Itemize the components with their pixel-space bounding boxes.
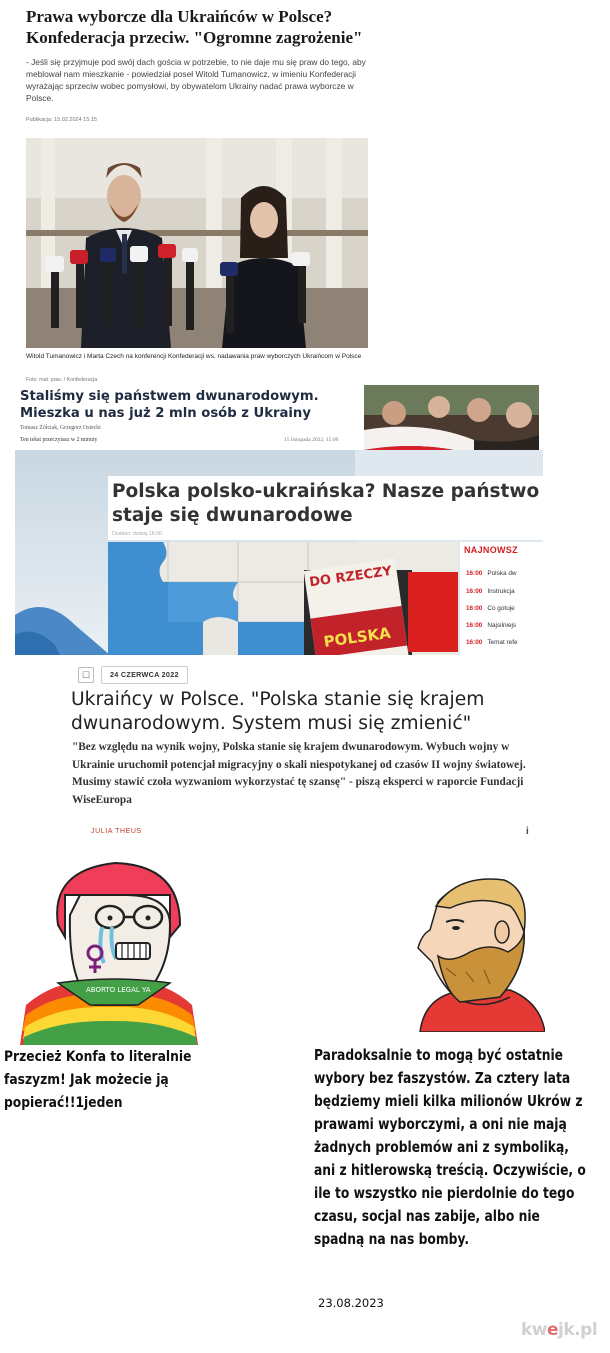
news-item[interactable]: 16:00 Temat refe (466, 639, 518, 646)
press-photo-illustration (26, 138, 368, 348)
info-icon[interactable]: i (526, 826, 529, 837)
article1-lead: - Jeśli się przyjmuje pod swój dach gościa w potrzebie, to nie daje mu się praw do tego, aby meblował nam mieszkanie - powiedział poseł Witold Tumanowicz, w imieniu Konfederacji wyrażając sprzeciw wobec pomysłowi, by obywatelom Ukrainy nadać prawa wyborcze w Polsce. (26, 57, 366, 103)
article2-read-time: Ten tekst przeczytasz w 2 minuty (20, 437, 98, 443)
news-item[interactable]: 16:00 Polska dw (466, 570, 517, 577)
photo-credit: Foto: mat. pras. / Konfederacja (26, 377, 98, 383)
news-item[interactable]: 16:00 Instrukcja (466, 588, 515, 595)
article3-added: Dodano: dzisiaj 16:00 (112, 531, 162, 537)
article2-date: 15 listopada 2022, 15:00 (284, 437, 339, 443)
crying-wojak-character (20, 855, 200, 1045)
article-rzeczpospolita (14, 0, 374, 388)
left-character-speech: Przecież Konfa to literalnie faszyzm! Jak możecie ją popierać!!1jeden (4, 1049, 192, 1111)
puzzle-and-magazine-image[interactable] (108, 542, 458, 655)
magazine-cover (304, 558, 409, 655)
right-character-speech: Paradoksalnie to mogą być ostatnie wybory bez faszystów. Za cztery lata będziemy mieli kilka milionów Ukrów z prawami wyborczymi, a oni nie mają żadnych problemów ani z symboliką, ani z hitlerowską treścią. Oczywiście, o ile to wszystko nie pierdolnie do tego czasu, socjal nas zabije, albo nie spadną na nas bomby. (314, 1046, 586, 1248)
comic-date: 23.08.2023 (318, 1296, 384, 1310)
article4-lead: "Bez względu na wynik wojny, Polska stanie się krajem dwunarodowym. Wybuch wojny w Ukrainie uruchomił potencjał migracyjny o skali niespotykanej od czasów II wojny światowej. Musimy stawić czoła wyzwaniom wykorzystać tę szansę" - piszą eksperci w raporcie Fundacji WiseEuropa (72, 741, 526, 806)
press-conference-photo[interactable] (26, 138, 368, 348)
magazine-cover-word: POLSKA (322, 623, 392, 651)
latest-news-header: NAJNOWSZ (464, 545, 518, 555)
yes-chad-character (400, 872, 545, 1032)
bookmark-icon[interactable]: ☐ (78, 667, 94, 683)
news-item[interactable]: 16:00 Najsilniejs (466, 622, 517, 629)
article2-title[interactable]: Staliśmy się państwem dwunarodowym. Mieszka u nas już 2 mln osób z Ukrainy (20, 389, 319, 421)
magazine-masthead: DO RZECZY (308, 563, 393, 591)
article2-authors[interactable]: Tomasz Żółciak, Grzegorz Osiecki (20, 425, 101, 431)
kwejk-watermark-logo: kwejk.pl (521, 1320, 598, 1340)
article1-title[interactable]: Prawa wyborcze dla Ukraińców w Polsce? Konfederacja przeciw. "Ogromne zagrożenie" (26, 7, 363, 47)
article-forsal (60, 660, 550, 840)
article3-title[interactable]: Polska polsko-ukraińska? Nasze państwo staje się dwunarodowe (112, 481, 540, 526)
article-do-rzeczy (15, 450, 543, 655)
blue-fabric-decoration (15, 555, 110, 655)
puzzle-illustration (108, 542, 458, 655)
article1-published: Publikacja: 15.02.2024 15:15 (26, 117, 97, 123)
article4-author[interactable]: JULIA THEUS (91, 828, 142, 835)
shirt-text: ABORTO LEGAL YA (86, 986, 151, 994)
news-item[interactable]: 16:00 Co gotuje (466, 605, 515, 612)
photo-caption: Witold Tumanowicz i Marta Czech na konferencji Konfederacji ws. nadawania praw wyborczych Ukraińcom w Polsce (26, 353, 362, 360)
article4-date-badge: 24 CZERWCA 2022 (101, 666, 188, 684)
article4-title[interactable]: Ukraińcy w Polsce. "Polska stanie się krajem dwunarodowym. System musi się zmienić" (71, 689, 485, 734)
